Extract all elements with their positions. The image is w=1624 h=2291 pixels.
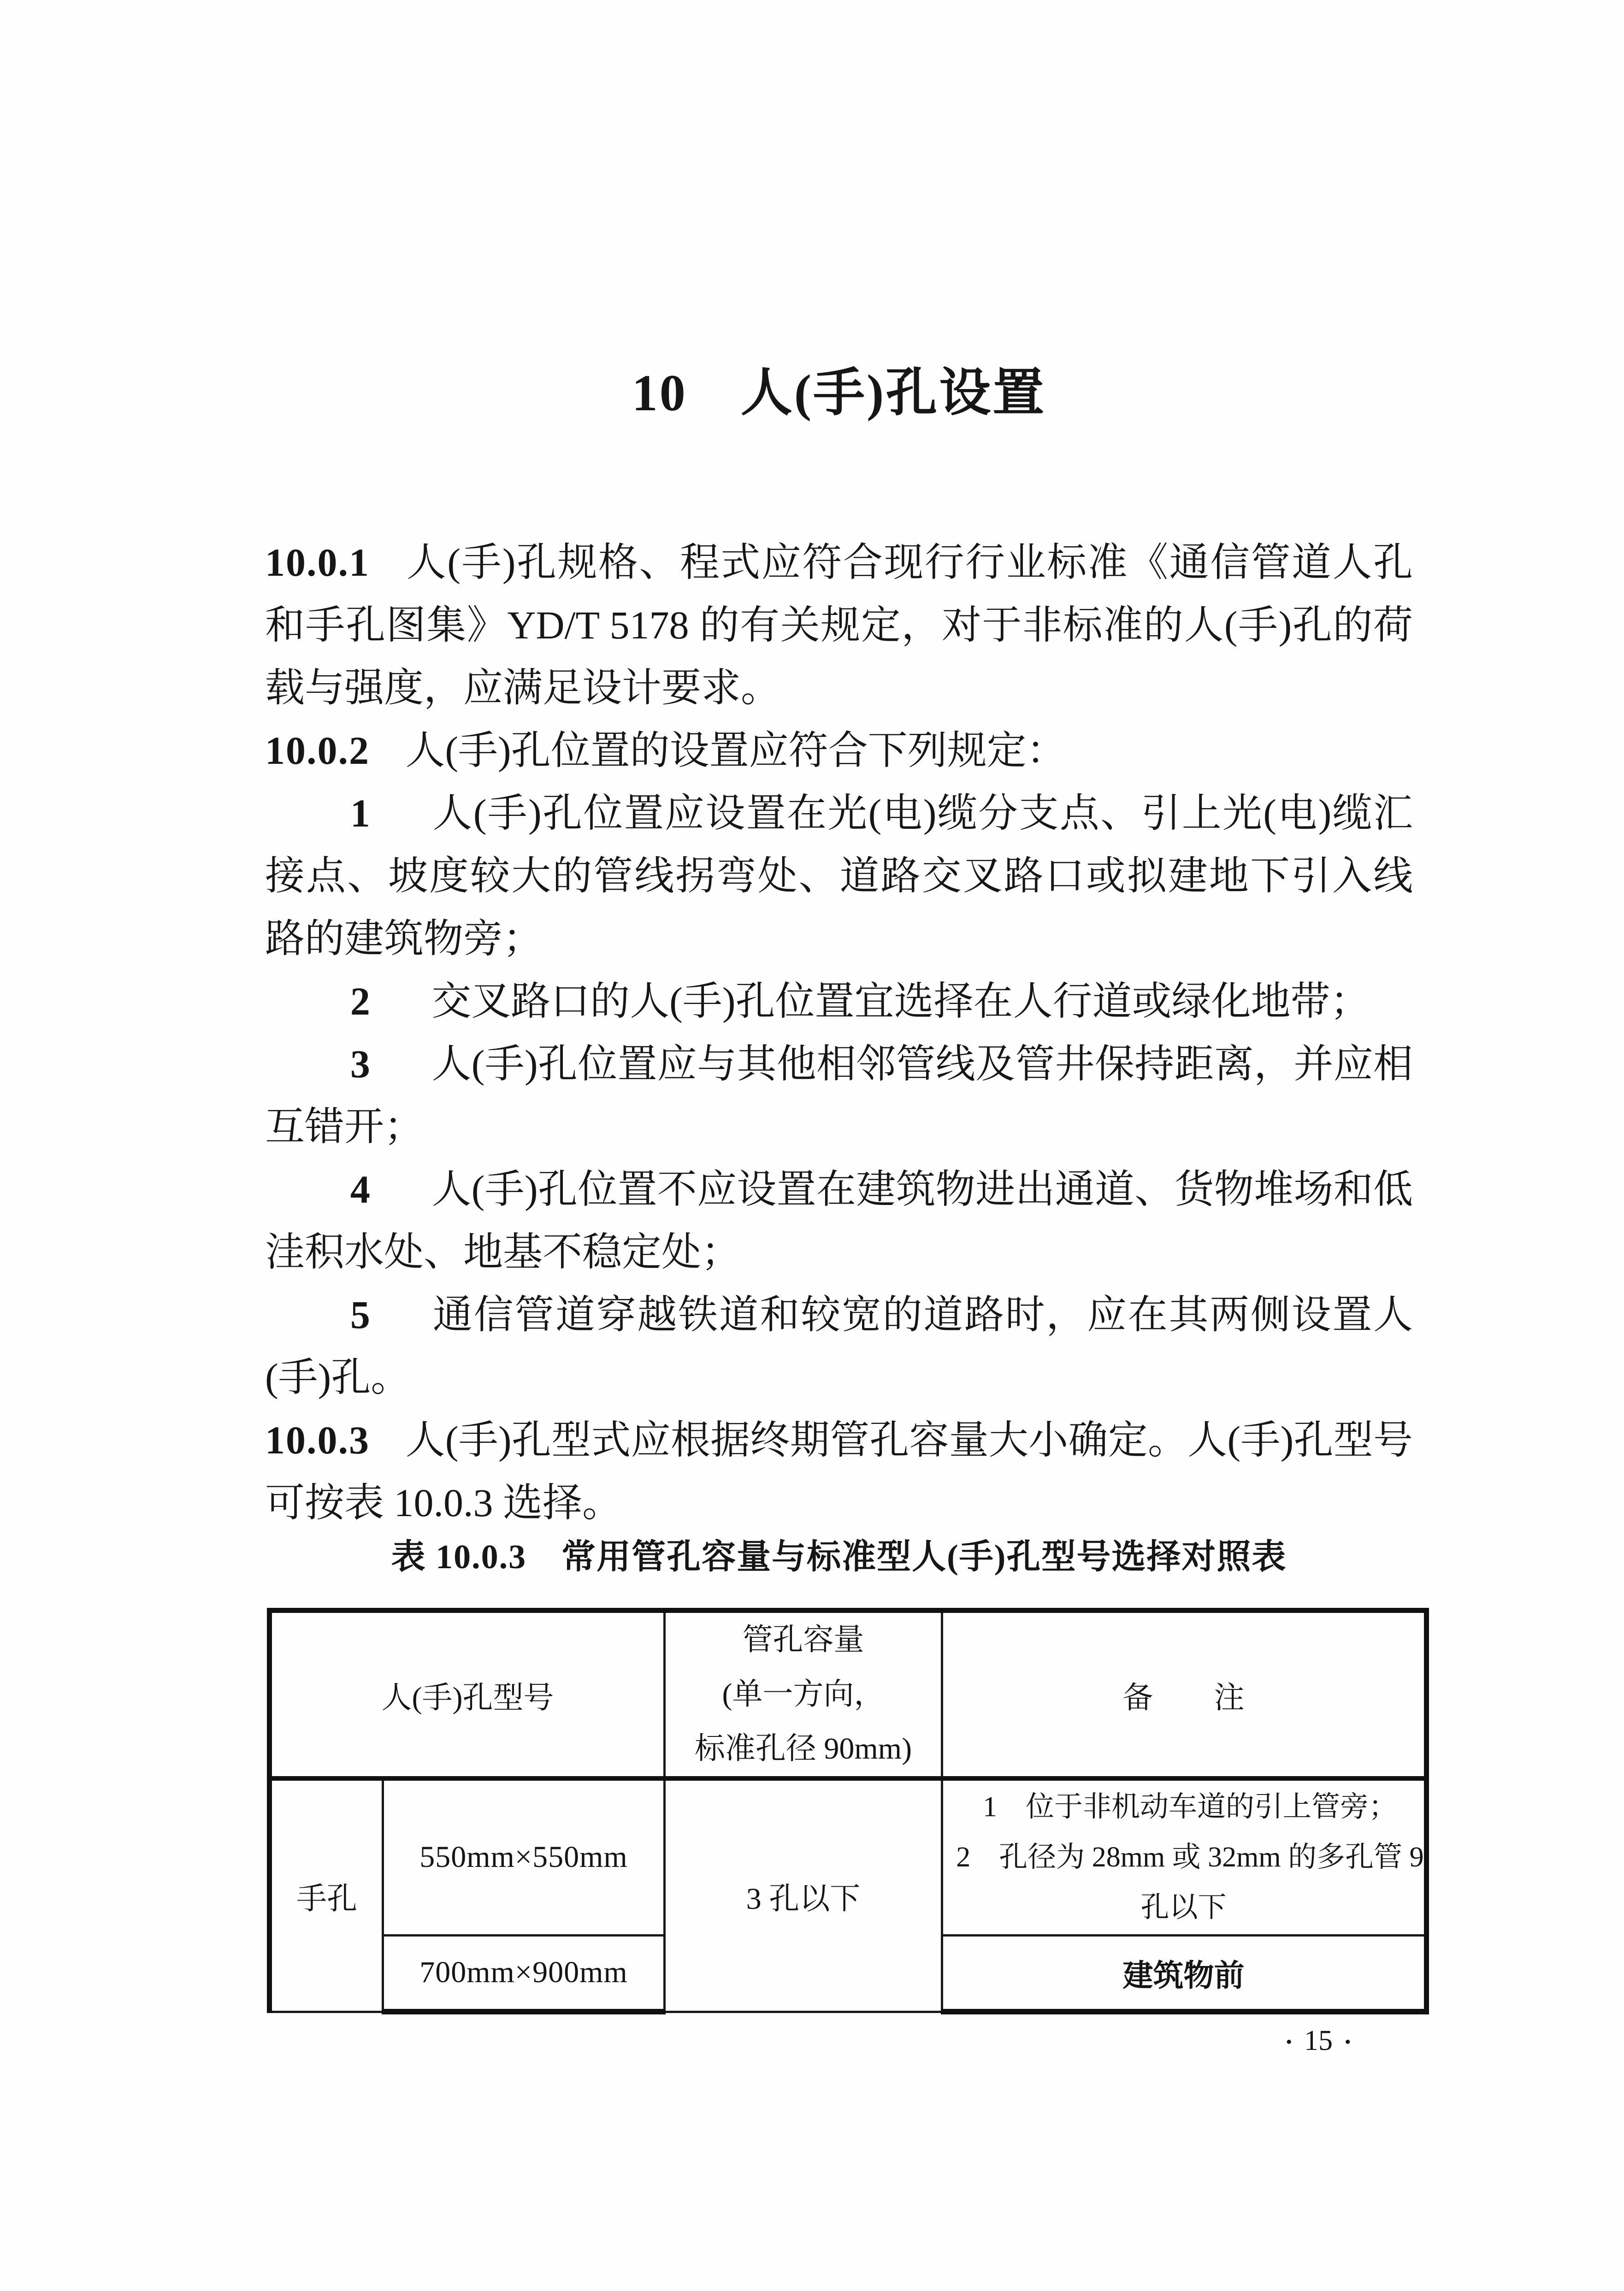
note-line-2: 2 孔径为 28mm 或 32mm 的多孔管 9 孔以下 — [956, 1841, 1424, 1923]
cell-size-2: 700mm×900mm — [383, 1935, 665, 2012]
list-item-3 — [265, 1033, 1413, 1158]
clause-10-0-1 — [265, 531, 1413, 719]
item-number: 4 — [350, 1167, 370, 1211]
item-text: 通信管道穿越铁道和较宽的道路时，应在其两侧设置人(手)孔。 — [265, 1293, 1413, 1399]
cell-notes — [942, 1778, 1427, 1935]
cell-note-building: 建筑物前 — [942, 1935, 1427, 2012]
item-text: 人(手)孔位置不应设置在建筑物进出通道、货物堆场和低洼积水处、地基不稳定处； — [265, 1167, 1413, 1274]
item-text: 人(手)孔位置应设置在光(电)缆分支点、引上光(电)缆汇接点、坡度较大的管线拐弯处、道路交叉路口或拟建地下引入线路的建筑物旁； — [265, 791, 1413, 961]
clause-text: 人(手)孔规格、程式应符合现行行业标准《通信管道人孔和手孔图集》YD/T 5178 的有关规定，对于非标准的人(手)孔的荷载与强度，应满足设计要求。 — [265, 540, 1413, 710]
clause-text: 人(手)孔型式应根据终期管孔容量大小确定。人(手)孔型号可按表 10.0.3 选择。 — [265, 1418, 1413, 1525]
item-number: 2 — [350, 979, 370, 1023]
table-caption: 表 10.0.3 常用管孔容量与标准型人(手)孔型号选择对照表 — [391, 1538, 1287, 1576]
clause-text: 人(手)孔位置的设置应符合下列规定： — [405, 728, 1066, 773]
header-cell-note: 备 注 — [942, 1611, 1427, 1779]
list-item-5 — [265, 1283, 1413, 1409]
body-text — [265, 531, 1413, 1534]
item-text: 人(手)孔位置应与其他相邻管线及管井保持距离，并应相互错开； — [265, 1042, 1413, 1149]
header-capacity-line: 管孔容量 — [742, 1623, 864, 1657]
clause-number: 10.0.1 — [265, 540, 370, 585]
page-number-value: 15 — [1304, 2025, 1333, 2056]
page-number-dot-right: • — [1345, 2032, 1351, 2052]
cell-capacity: 3 孔以下 — [665, 1778, 942, 2012]
item-text: 交叉路口的人(手)孔位置宜选择在人行道或绿化地带； — [431, 979, 1370, 1023]
clause-10-0-3 — [265, 1409, 1413, 1534]
header-capacity-line: 标准孔径 90mm) — [694, 1732, 912, 1765]
list-item-4 — [265, 1158, 1413, 1283]
cell-hole-type: 手孔 — [270, 1778, 383, 2012]
clause-number: 10.0.3 — [265, 1418, 370, 1462]
header-cell-type: 人(手)孔型号 — [270, 1611, 665, 1779]
item-number: 5 — [350, 1293, 370, 1337]
manhole-selection-table — [267, 1608, 1429, 2014]
clause-number: 10.0.2 — [265, 728, 370, 773]
page-number — [1208, 2025, 1429, 2057]
item-number: 1 — [350, 791, 370, 835]
header-cell-capacity — [665, 1611, 942, 1779]
cell-size-1: 550mm×550mm — [383, 1778, 665, 1935]
table-row — [270, 1778, 1427, 1935]
item-number: 3 — [350, 1042, 370, 1086]
section-title: 10 人(手)孔设置 — [632, 365, 1046, 422]
clause-10-0-2 — [265, 719, 1413, 782]
page-number-dot-left: • — [1286, 2032, 1292, 2052]
list-item-2 — [265, 970, 1413, 1033]
list-item-1 — [265, 782, 1413, 970]
note-line-1: 1 位于非机动车道的引上管旁； — [982, 1791, 1397, 1823]
header-capacity-line: (单一方向， — [722, 1677, 885, 1711]
